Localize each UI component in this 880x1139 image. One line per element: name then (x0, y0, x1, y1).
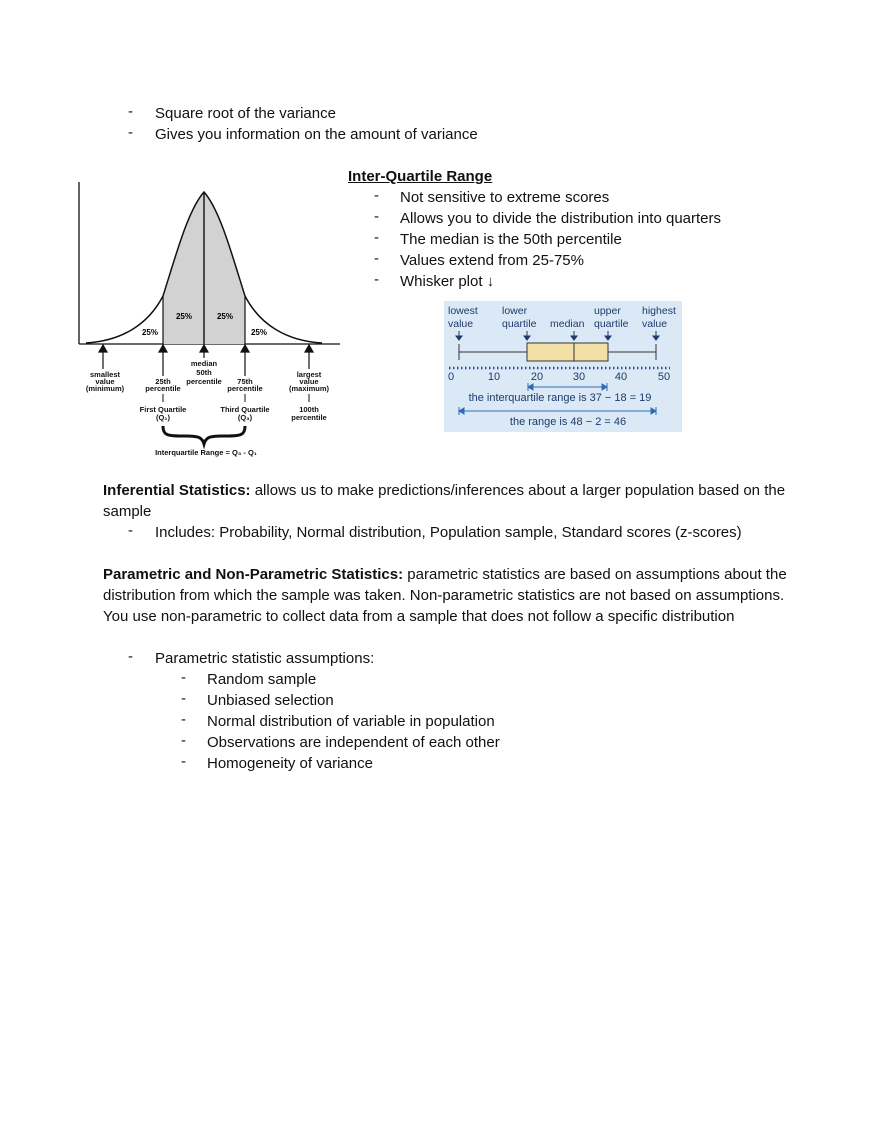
iqr-bullet-3: The median is the 50th percentile (400, 231, 622, 248)
parametric-paragraph (103, 564, 793, 627)
bullet-dash: - (181, 732, 186, 749)
assumption-2: Unbiased selection (207, 692, 334, 709)
bullet-dash: - (181, 753, 186, 770)
bell-curve-figure (76, 180, 346, 464)
bullet-dash: - (128, 103, 133, 120)
iqr-bullet-5: Whisker plot ↓ (400, 273, 495, 290)
label-upperq-1: upper (594, 305, 621, 317)
pct-outer-right: 25% (250, 328, 268, 337)
bullet-dash: - (374, 271, 379, 288)
label-highest-1: highest (642, 305, 676, 317)
tick-20: 20 (530, 371, 544, 383)
label-smallest-3: (minimum) (85, 384, 125, 393)
iqr-formula-label: Interquartile Range = Q₃ - Q₁ (155, 448, 257, 457)
bullet-dash: - (181, 690, 186, 707)
parametric-bullet: Parametric statistic assumptions: (155, 650, 375, 667)
label-p25-1: 25th (155, 377, 171, 386)
bullet-dash: - (181, 669, 186, 686)
pct-outer-left: 25% (141, 328, 159, 337)
iqr-calc-text: the interquartile range is 37 − 18 = 19 (468, 392, 652, 404)
assumption-3: Normal distribution of variable in population (207, 713, 495, 730)
bullet-dash: - (374, 229, 379, 246)
label-q3-2: (Q₃) (237, 413, 253, 422)
iqr-bullet-2: Allows you to divide the distribution into quarters (400, 210, 722, 227)
label-p75-1: 75th (237, 377, 253, 386)
box-plot-figure (444, 301, 682, 432)
iqr-heading: Inter-Quartile Range (348, 168, 493, 185)
pct-inner-right: 25% (216, 312, 234, 321)
assumption-1: Random sample (207, 671, 317, 688)
label-median: median (550, 318, 585, 330)
bullet-dash: - (181, 711, 186, 728)
label-p25-2: percentile (145, 384, 181, 393)
assumption-5: Homogeneity of variance (207, 755, 373, 772)
inferential-text: allows us to make predictions/inferences about a larger population based on the sample (103, 482, 786, 520)
bullet-dash: - (374, 250, 379, 267)
label-lowest-1: lowest (448, 305, 478, 317)
iqr-box (527, 343, 608, 361)
label-p100-2: percentile (291, 413, 327, 422)
label-largest-2: value (299, 377, 319, 386)
label-q1-2: (Q₁) (156, 413, 170, 422)
iqr-bullet-4: Values extend from 25-75% (400, 252, 584, 269)
bullet-dash: - (374, 208, 379, 225)
parametric-title: Parametric and Non-Parametric Statistics: (103, 566, 404, 583)
bullet-dash: - (374, 187, 379, 204)
tick-40: 40 (614, 371, 628, 383)
label-q3-1: Third Quartile (220, 405, 270, 414)
bullet-dash: - (128, 124, 133, 141)
label-smallest-2: value (95, 377, 115, 386)
top-bullet-2: Gives you information on the amount of variance (155, 126, 478, 143)
label-median-3: percentile (186, 377, 222, 386)
parametric-text: parametric statistics are based on assumptions about the distribution from which the sample was taken. Non-parametric statistics are not based on assumptions. You use non-parametric to collect data from a sample that does not follow a specific distribution (103, 566, 787, 625)
label-largest-1: largest (296, 370, 322, 379)
assumption-4: Observations are independent of each other (207, 734, 500, 751)
label-median-1: median (190, 359, 218, 368)
label-lowerq-2: quartile (502, 318, 537, 330)
tick-10: 10 (487, 371, 501, 383)
tick-0: 0 (447, 371, 455, 383)
bullet-dash: - (128, 522, 133, 539)
range-calc-text: the range is 48 − 2 = 46 (509, 416, 627, 428)
label-upperq-2: quartile (594, 318, 629, 330)
iqr-bullet-1: Not sensitive to extreme scores (400, 189, 610, 206)
bullet-dash: - (128, 648, 133, 665)
inferential-bullet: Includes: Probability, Normal distribution, Population sample, Standard scores (z-scores) (155, 524, 742, 541)
iqr-brace (163, 426, 245, 444)
label-lowest-2: value (448, 318, 474, 330)
inferential-title: Inferential Statistics: (103, 482, 251, 499)
label-q1-1: First Quartile (139, 405, 187, 414)
label-lowerq-1: lower (502, 305, 528, 317)
inferential-paragraph (103, 480, 793, 522)
top-bullet-1: Square root of the variance (155, 105, 336, 122)
tick-30: 30 (572, 371, 586, 383)
pct-inner-left: 25% (175, 312, 193, 321)
tick-50: 50 (657, 371, 671, 383)
label-highest-2: value (642, 318, 668, 330)
label-smallest-1: smallest (89, 370, 121, 379)
label-largest-3: (maximum) (288, 384, 330, 393)
label-median-2: 50th (196, 368, 212, 377)
label-p100-1: 100th (299, 405, 319, 414)
label-p75-2: percentile (227, 384, 263, 393)
